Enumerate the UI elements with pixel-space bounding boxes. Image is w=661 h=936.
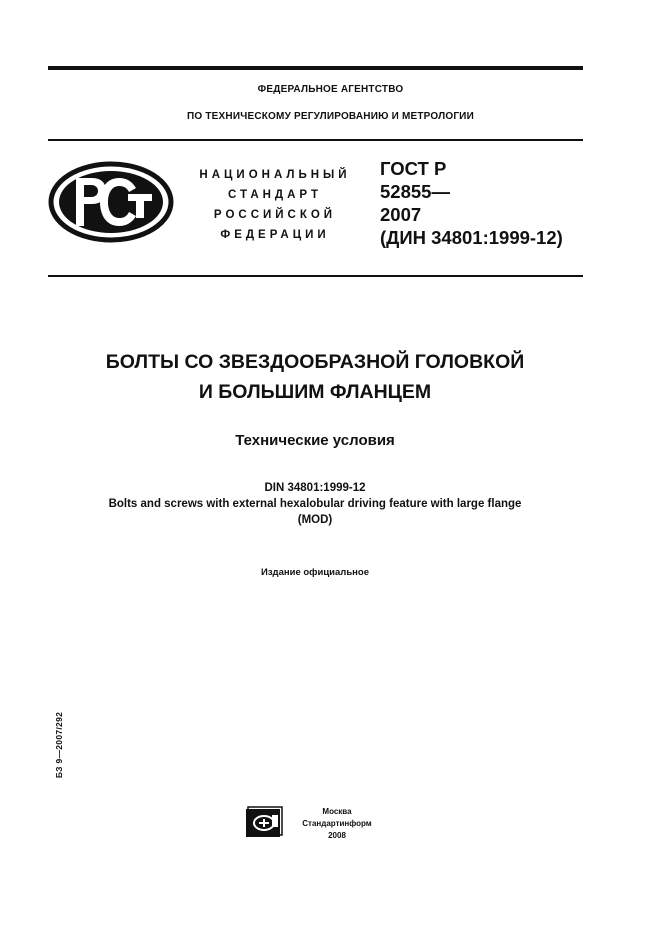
- standard-designation: [380, 157, 563, 249]
- publisher-name: Стандартинформ: [302, 819, 372, 828]
- rst-certification-mark-icon: [48, 160, 174, 244]
- middle-rule: [48, 139, 583, 141]
- national-standard-line3: РОССИЙСКОЙ: [213, 209, 337, 221]
- publisher-city: Москва: [322, 807, 352, 816]
- publisher-info: [282, 806, 392, 842]
- agency-name-line1: ФЕДЕРАЛЬНОЕ АГЕНТСТВО: [257, 84, 404, 95]
- title-line1: БОЛТЫ СО ЗВЕЗДООБРАЗНОЙ ГОЛОВКОЙ: [105, 351, 525, 373]
- reference-standard: [0, 480, 630, 528]
- top-rule: [48, 66, 583, 70]
- designation-line3: 2007: [380, 204, 422, 225]
- lower-rule: [48, 275, 583, 277]
- designation-line4: (ДИН 34801:1999-12): [380, 227, 563, 248]
- national-standard-line4: ФЕДЕРАЦИИ: [220, 229, 330, 241]
- side-code: БЗ 9—2007/292: [54, 711, 64, 779]
- document-title: [0, 347, 630, 407]
- national-standard-line2: СТАНДАРТ: [228, 189, 322, 201]
- edition-label: Издание официальное: [261, 567, 369, 578]
- title-line2: И БОЛЬШИМ ФЛАНЦЕМ: [198, 381, 432, 403]
- english-title: Bolts and screws with external hexalobular driving feature with large flange: [108, 498, 522, 510]
- standartinform-logo-icon: [245, 805, 285, 839]
- national-standard-line1: НАЦИОНАЛЬНЫЙ: [199, 169, 351, 181]
- agency-name-line2: ПО ТЕХНИЧЕСКОМУ РЕГУЛИРОВАНИЮ И МЕТРОЛОГИИ: [187, 111, 474, 122]
- national-standard-label: [180, 165, 370, 245]
- document-subtitle: Технические условия: [235, 432, 395, 449]
- designation-line2: 52855—: [380, 181, 450, 202]
- designation-line1: ГОСТ Р: [380, 158, 447, 179]
- din-number: DIN 34801:1999-12: [264, 482, 366, 494]
- publisher-year: 2008: [328, 831, 346, 840]
- mod-label: (MOD): [297, 514, 333, 526]
